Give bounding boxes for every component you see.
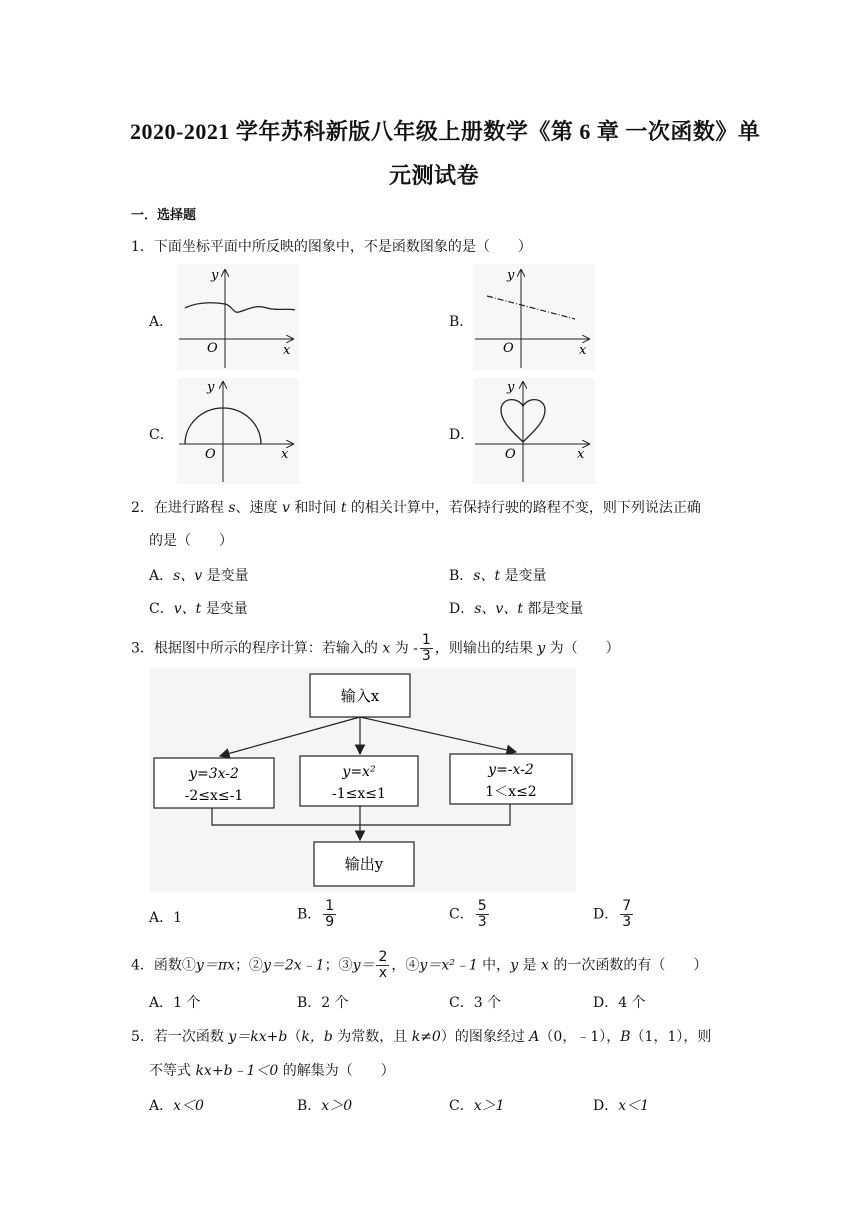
- axis-x-label: x: [579, 343, 587, 358]
- q1-option-c-label: C．: [149, 427, 174, 443]
- q1-option-d-label: D．: [449, 427, 475, 443]
- fraction-one-third: $\frac{1}{3}$: [421, 632, 431, 664]
- q3-stem: 3．根据图中所示的程序计算：若输入的 x 为 - $\frac{1}{3}$ ，则输出的结果 y 为（ ）: [131, 632, 620, 664]
- q3-option-c: C． $\frac{5}{3}$: [449, 898, 487, 930]
- axis-y-label: y: [211, 268, 219, 283]
- axis-y-label: y: [507, 268, 515, 283]
- q4-option-d: D．4 个: [593, 995, 646, 1011]
- flow-box-3-range: 1＜x≤2: [485, 784, 537, 800]
- q3-option-b: B． $\frac{1}{9}$: [297, 898, 335, 930]
- q1-graph-a: [177, 264, 299, 370]
- origin-label: O: [207, 341, 218, 356]
- q2-option-c: C．v、t 是变量: [149, 601, 248, 617]
- flow-input-box: 输入x: [340, 687, 380, 705]
- flow-box-1-range: -2≤x≤-1: [184, 788, 244, 804]
- origin-label: O: [505, 447, 516, 462]
- q1-stem: 1．下面坐标平面中所反映的图象中，不是函数图象的是（ ）: [131, 239, 532, 255]
- axis-y-label: y: [207, 380, 215, 395]
- axis-x-label: x: [283, 343, 291, 358]
- q2-option-b: B．s、t 是变量: [449, 568, 547, 584]
- q4-stem: 4．函数①y＝πx；②y＝2x﹣1；③y＝ $\frac{2}{x}$ ，④y＝x²﹣1 中，y 是 x 的一次函数的有（ ）: [131, 949, 708, 981]
- q1-graph-d: [473, 378, 595, 484]
- axis-x-label: x: [577, 447, 585, 462]
- q1-graph-c: [177, 378, 299, 484]
- title-line-1: 2020-2021 学年苏科新版八年级上册数学《第 6 章 一次函数》单: [130, 119, 761, 144]
- q2-stem-line-1: 2．在进行路程 s、速度 v 和时间 t 的相关计算中，若保持行驶的路程不变，则下列说法正确: [131, 500, 701, 516]
- origin-label: O: [503, 341, 514, 356]
- q5-stem-line-1: 5．若一次函数 y＝kx+b（k，b 为常数，且 k≠0）的图象经过 A（0，﹣1），B（1，1），则: [131, 1029, 712, 1045]
- q2-stem-line-2: 的是（ ）: [149, 533, 233, 549]
- q4-option-c: C．3 个: [449, 995, 502, 1011]
- q4-option-a: A．1 个: [149, 995, 201, 1011]
- axis-y-label: y: [507, 380, 515, 395]
- axis-x-label: x: [281, 447, 289, 462]
- q5-option-b: B．x＞0: [297, 1098, 353, 1114]
- q3-option-a: A．1: [149, 910, 183, 926]
- q5-option-c: C．x＞1: [449, 1098, 505, 1114]
- origin-label: O: [205, 447, 216, 462]
- q5-option-d: D．x＜1: [593, 1098, 650, 1114]
- flow-box-1-formula: y=3x-2: [189, 766, 239, 782]
- q2-option-a: A．s、v 是变量: [149, 568, 249, 584]
- q5-stem-line-2: 不等式 kx+b﹣1＜0 的解集为（ ）: [149, 1063, 395, 1079]
- title-line-2: 元测试卷: [389, 163, 480, 188]
- q3-flowchart: [150, 668, 576, 892]
- q4-option-b: B．2 个: [297, 995, 349, 1011]
- q2-option-d: D．s、v、t 都是变量: [449, 601, 584, 617]
- q1-option-b-label: B．: [449, 314, 474, 330]
- flow-box-2-formula: y=x²: [342, 764, 376, 780]
- q3-option-d: D． $\frac{7}{3}$: [593, 898, 632, 930]
- q5-option-a: A．x＜0: [149, 1098, 204, 1114]
- q1-option-a-label: A．: [149, 314, 174, 330]
- flow-output-box: 输出y: [344, 855, 384, 873]
- section-heading: 一．选择题: [131, 208, 197, 223]
- flow-box-2-range: -1≤x≤1: [332, 786, 386, 802]
- q1-graph-b: [473, 264, 595, 370]
- flow-box-3-formula: y=-x-2: [488, 762, 534, 778]
